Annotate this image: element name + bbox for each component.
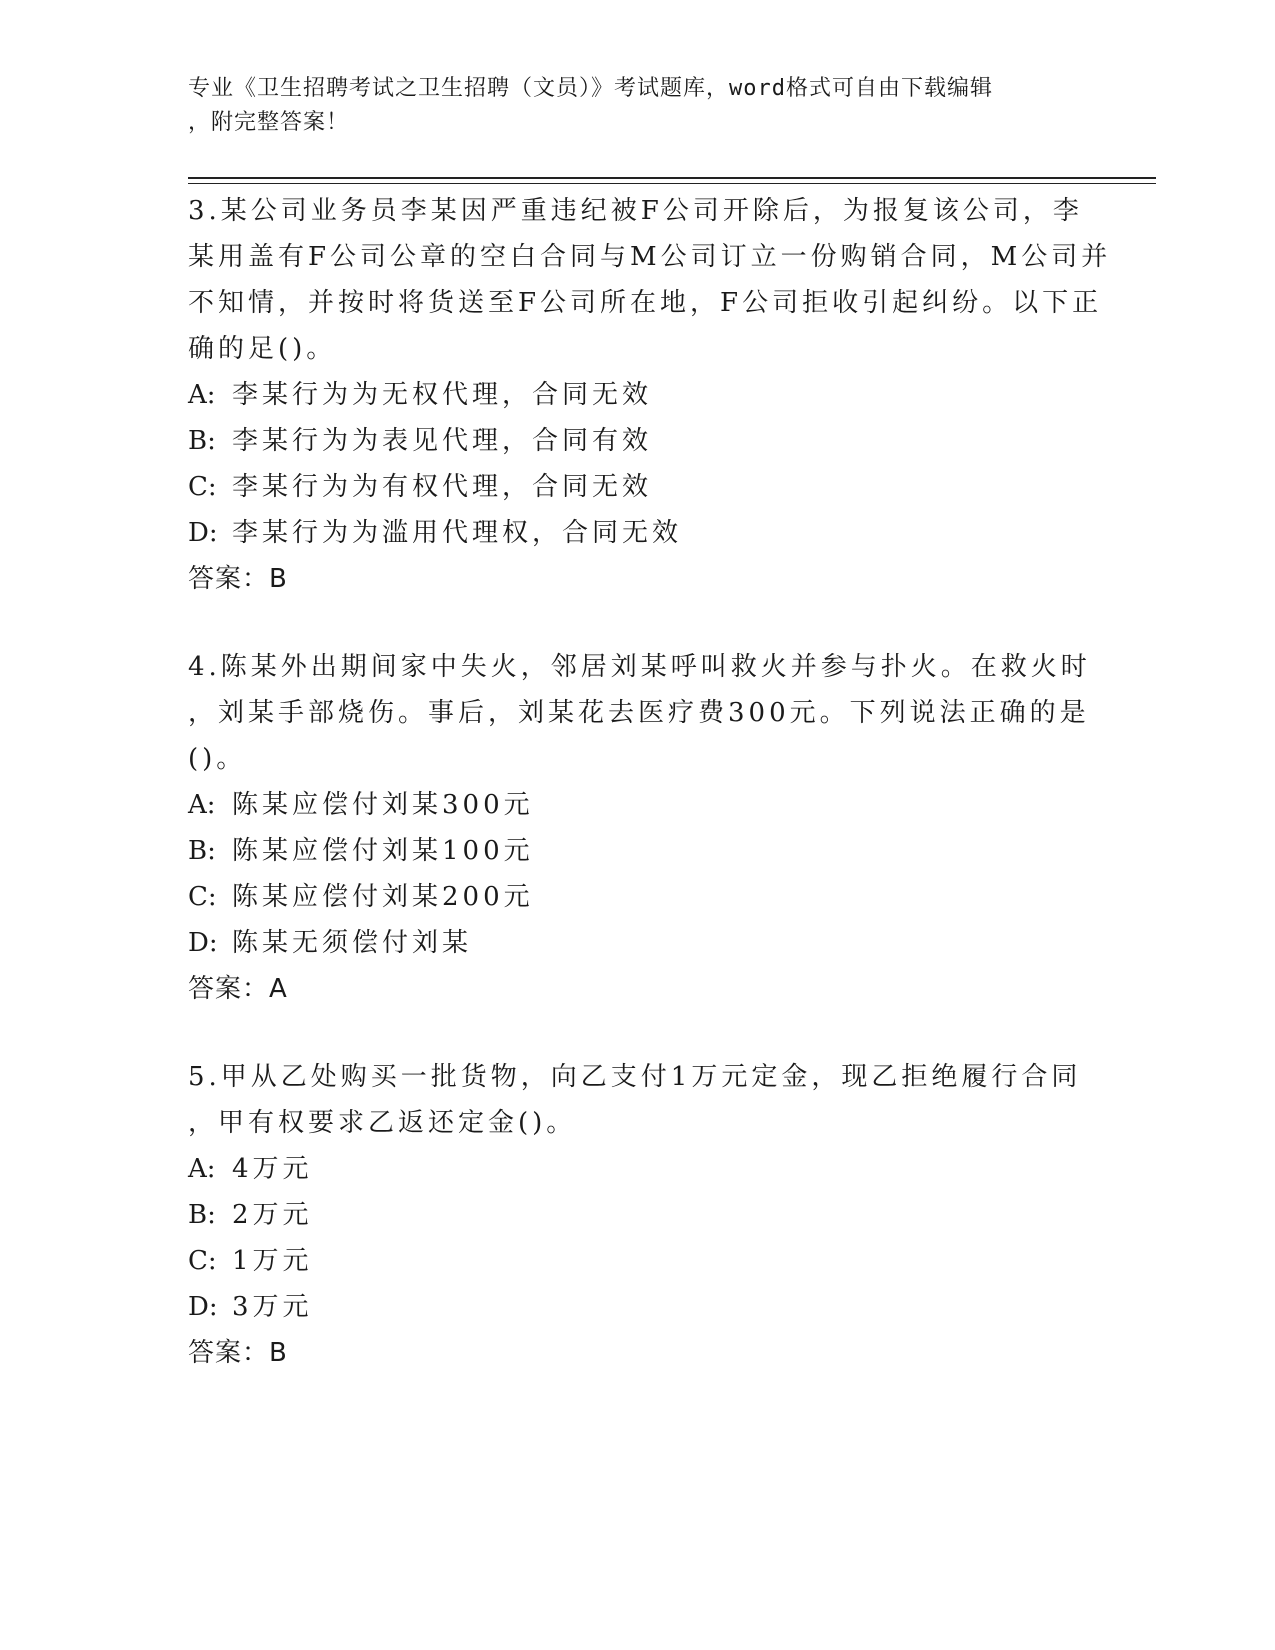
question-5 — [188, 1054, 1088, 1376]
stem-line: 不知情，并按时将货送至F公司所在地，F公司拒收引起纠纷。以下正 — [188, 288, 1103, 318]
question-stem — [188, 644, 1091, 782]
option-letter: A: — [188, 790, 216, 820]
question-stem — [188, 1054, 1088, 1146]
option-letter: D: — [188, 928, 218, 958]
option-letter: B: — [188, 836, 216, 866]
option-b — [188, 828, 1088, 874]
option-c — [188, 874, 1088, 920]
option-text: 陈某应偿付刘某300元 — [232, 790, 534, 820]
option-letter: C: — [188, 1246, 217, 1276]
option-text: 陈某应偿付刘某200元 — [232, 882, 534, 912]
question-3 — [188, 188, 1112, 602]
option-letter: C: — [188, 472, 217, 502]
answer: 答案：B — [188, 1338, 288, 1368]
header-divider-thin — [188, 183, 1156, 184]
question-stem — [188, 188, 1112, 372]
option-letter: C: — [188, 882, 217, 912]
option-letter: D: — [188, 1292, 218, 1322]
option-letter: A: — [188, 380, 216, 410]
option-b — [188, 418, 1088, 464]
stem-line: ，刘某手部烧伤。事后，刘某花去医疗费300元。下列说法正确的是 — [188, 698, 1090, 728]
option-text: 李某行为为表见代理，合同有效 — [232, 426, 653, 456]
stem-line: 5.甲从乙处购买一批货物，向乙支付1万元定金，现乙拒绝履行合同 — [188, 1062, 1082, 1092]
header-line-1: 专业《卫生招聘考试之卫生招聘（文员）》考试题库，word格式可自由下载编辑 — [188, 76, 993, 101]
option-text: 李某行为为无权代理，合同无效 — [232, 380, 653, 410]
stem-line: ()。 — [188, 744, 247, 774]
option-a — [188, 782, 1088, 828]
option-a — [188, 372, 1088, 418]
stem-line: 确的足()。 — [188, 334, 337, 364]
option-d — [188, 920, 1088, 966]
document-header — [188, 72, 1088, 140]
question-4 — [188, 644, 1091, 1012]
option-b — [188, 1192, 1088, 1238]
option-text: 李某行为为滥用代理权，合同无效 — [232, 518, 683, 548]
answer: 答案：B — [188, 564, 288, 594]
option-letter: B: — [188, 1200, 216, 1230]
option-letter: A: — [188, 1154, 216, 1184]
option-text: 陈某应偿付刘某100元 — [232, 836, 534, 866]
option-text: 陈某无须偿付刘某 — [232, 928, 473, 958]
option-letter: D: — [188, 518, 218, 548]
option-c — [188, 1238, 1088, 1284]
option-text: 李某行为为有权代理，合同无效 — [232, 472, 653, 502]
option-text: 1万元 — [232, 1246, 313, 1276]
option-d — [188, 1284, 1088, 1330]
option-text: 2万元 — [232, 1200, 313, 1230]
header-line-2: ，附完整答案！ — [188, 110, 350, 135]
option-letter: B: — [188, 426, 216, 456]
header-divider-thick — [188, 177, 1156, 179]
option-text: 4万元 — [232, 1154, 313, 1184]
option-a — [188, 1146, 1088, 1192]
stem-line: 4.陈某外出期间家中失火，邻居刘某呼叫救火并参与扑火。在救火时 — [188, 652, 1091, 682]
stem-line: 某用盖有F公司公章的空白合同与M公司订立一份购销合同，M公司并 — [188, 242, 1112, 272]
option-text: 3万元 — [232, 1292, 313, 1322]
option-c — [188, 464, 1088, 510]
option-d — [188, 510, 1088, 556]
answer: 答案：A — [188, 974, 288, 1004]
stem-line: 3.某公司业务员李某因严重违纪被F公司开除后，为报复该公司，李 — [188, 196, 1083, 226]
stem-line: ，甲有权要求乙返还定金()。 — [188, 1108, 577, 1138]
